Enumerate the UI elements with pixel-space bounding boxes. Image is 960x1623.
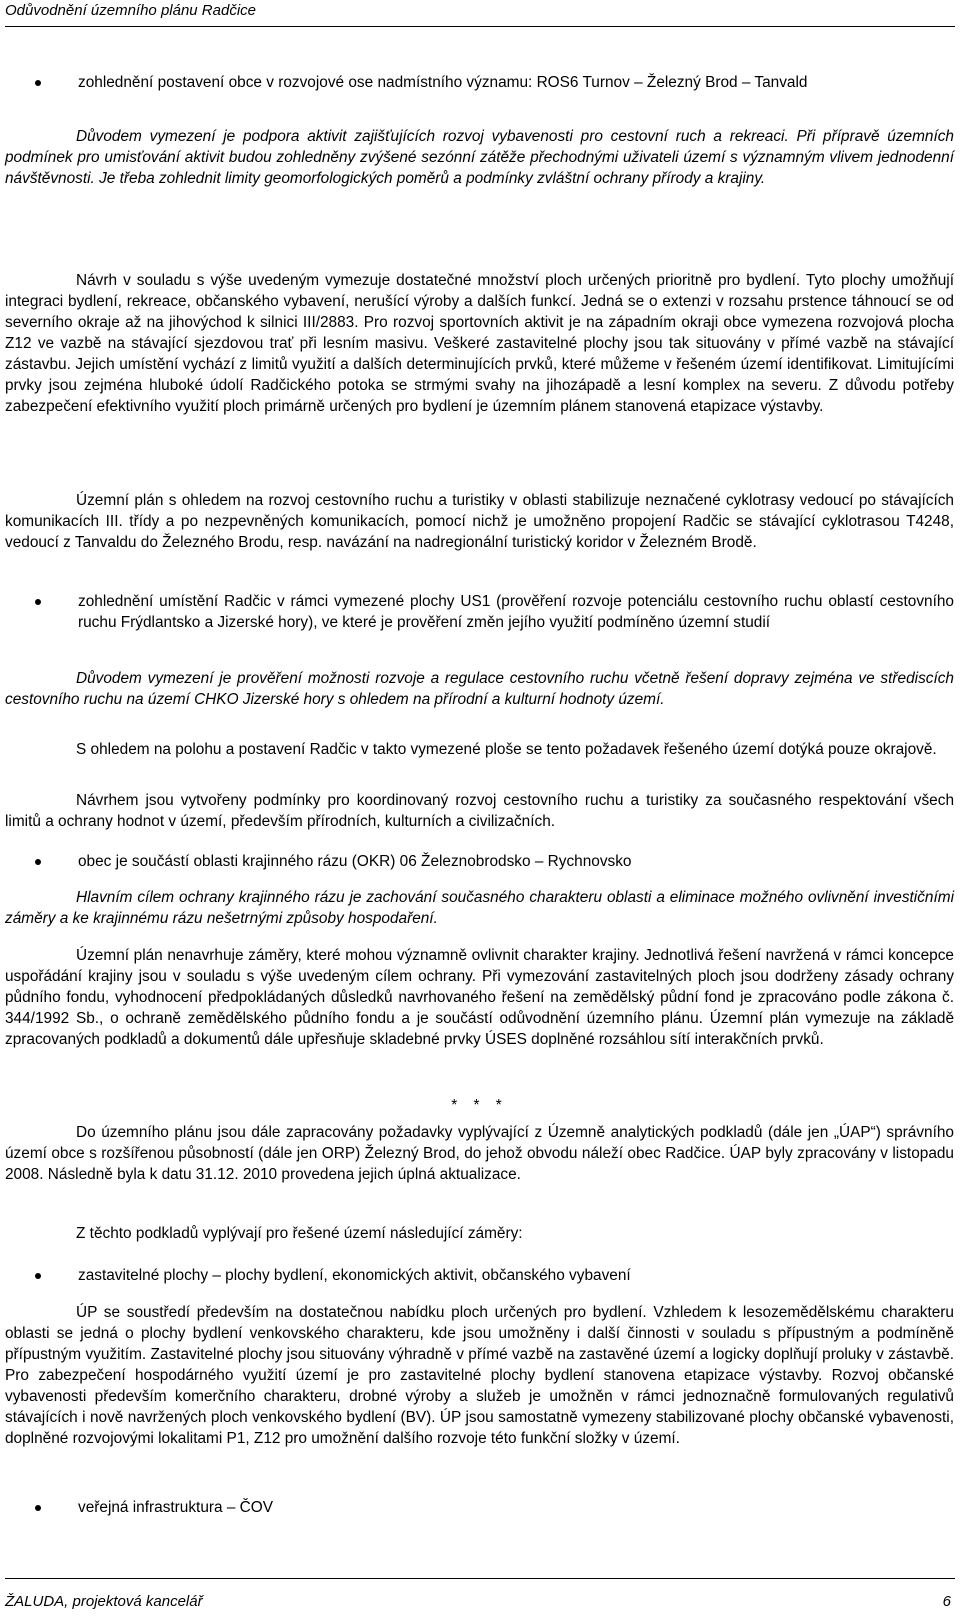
paragraph: Z těchto podkladů vyplývají pro řešené území následující záměry:	[76, 1225, 523, 1242]
italic-paragraph: Důvodem vymezení je prověření možnosti rozvoje a regulace cestovního ruchu včetně řešení dopravy zejména ve střediscích cestovního ruchu na území CHKO Jizerské hory s ohledem na přírodní a kulturní hodnoty území.	[5, 670, 954, 708]
section-separator: * * *	[451, 1097, 508, 1114]
bullet-icon	[5, 72, 78, 93]
bullet-icon	[5, 1497, 78, 1518]
bullet-text: zohlednění umístění Radčic v rámci vymezené plochy US1 (prověření rozvoje potenciálu cestovního ruchu oblastí cestovního ruchu Frýdlantsko a Jizerské hory), ve které je prověření změn jejího využití podmíněno územní studií	[78, 593, 954, 631]
bullet-text: zohlednění postavení obce v rozvojové ose nadmístního významu: ROS6 Turnov – Železný Brod – Tanvald	[78, 74, 808, 91]
paragraph: Do územního plánu jsou dále zapracovány požadavky vyplývající z Územně analytických podkladů (dále jen „ÚAP“) správního území obce s rozšířenou působností (dále jen ORP) Železný Brod, do jehož obvodu náleží obec Radčice. ÚAP byly zpracovány v listopadu 2008. Následně byla k datu 31.12. 2010 provedena jejich úplná aktualizace.	[5, 1124, 954, 1183]
bullet-icon	[5, 591, 78, 633]
bullet-item	[5, 591, 954, 633]
paragraph: ÚP se soustředí především na dostatečnou nabídku ploch určených pro bydlení. Vzhledem k lesozemědělskému charakteru oblasti se jedná o plochy bydlení venkovského charakteru, kde jsou umožněny i další činnosti v souladu s přípustným a podmíněně přípustným využitím. Zastavitelné plochy jsou situovány výhradně v přímé vazbě na zastavěné území a logicky doplňují proluky v zástavbě. Pro zabezpečení hospodárného využití území je pro zastavitelné plochy bydlení stanovena etapizace výstavby. Rozvoj občanské vybavenosti především komerčního charakteru, drobné výroby a služeb je umožněn v rámci jednoznačně formulovaných regulativů stávajících i nově navržených ploch venkovského bydlení (BV). ÚP jsou samostatně vymezeny stabilizované plochy občanské vybavenosti, doplněné rozvojovými lokalitami P1, Z12 pro umožnění dalšího rozvoje této funkční složky v území.	[5, 1304, 954, 1447]
bullet-item	[5, 1497, 954, 1518]
bullet-icon	[5, 1265, 78, 1286]
paragraph: Návrhem jsou vytvořeny podmínky pro koordinovaný rozvoj cestovního ruchu a turistiky za současného respektování všech limitů a ochrany hodnot v území, především přírodních, kulturních a civilizačních.	[5, 792, 954, 830]
header-title: Odůvodnění územního plánu Radčice	[5, 2, 257, 19]
bullet-text: obec je součástí oblasti krajinného rázu (OKR) 06 Železnobrodsko – Rychnovsko	[78, 853, 632, 870]
paragraph: Územní plán s ohledem na rozvoj cestovního ruchu a turistiky v oblasti stabilizuje neznačené cyklotrasy vedoucí po stávajících komunikacích III. třídy a po nezpevněných komunikacích, pomocí nichž je umožněno propojení Radčic se stávající cyklotrasou T4248, vedoucí z Tanvaldu do Železného Brodu, resp. navázání na nadregionální turistický koridor v Železném Brodě.	[5, 492, 954, 551]
bullet-item	[5, 72, 954, 93]
bullet-text: zastavitelné plochy – plochy bydlení, ekonomických aktivit, občanského vybavení	[78, 1267, 631, 1284]
italic-paragraph: Důvodem vymezení je podpora aktivit zajišťujících rozvoj vybavenosti pro cestovní ruch a rekreaci. Při přípravě územních podmínek pro umisťování aktivit budou zohledněny zvýšené sezónní zátěže přechodnými uživateli území s významným vlivem jednodenní návštěvnosti. Je třeba zohlednit limity geomorfologických poměrů a podmínky zvláštní ochrany přírody a krajiny.	[5, 128, 954, 187]
footer-company: ŽALUDA, projektová kancelář	[5, 1593, 203, 1610]
paragraph: Územní plán nenavrhuje záměry, které mohou významně ovlivnit charakter krajiny. Jednotlivá řešení navržená v rámci koncepce uspořádání krajiny jsou v souladu s výše uvedeným cílem ochrany. Při vymezování zastavitelných ploch jsou dodrženy zásady ochrany půdního fondu, vyhodnocení předpokládaných důsledků navrhovaného řešení na zemědělský půdní fond je zpracováno podle zákona č. 344/1992 Sb., o ochraně zemědělského půdního fondu a je součástí odůvodnění územního plánu. Územní plán vymezuje na základě zpracovaných podkladů a dokumentů dále upřesňuje skladebné prvky ÚSES doplněné rozsáhlou sítí interakčních prvků.	[5, 947, 954, 1048]
paragraph: S ohledem na polohu a postavení Radčic v takto vymezené ploše se tento požadavek řešeného území dotýká pouze okrajově.	[76, 741, 937, 758]
italic-paragraph: Hlavním cílem ochrany krajinného rázu je zachování současného charakteru oblasti a eliminace možného ovlivnění investičními záměry a ke krajinnému rázu nešetrnými způsoby hospodaření.	[5, 889, 954, 927]
bullet-item	[5, 1265, 954, 1286]
page-header	[5, 0, 955, 27]
bullet-text: veřejná infrastruktura – ČOV	[78, 1499, 274, 1516]
page-footer	[5, 1578, 955, 1623]
paragraph: Návrh v souladu s výše uvedeným vymezuje dostatečné množství ploch určených prioritně pro bydlení. Tyto plochy umožňují integraci bydlení, rekreace, občanského vybavení, nerušící výroby a dalších funkcí. Jedná se o extenzi v rozsahu prstence táhnoucí se od severního okraje až na jihovýchod k silnici III/2883. Pro rozvoj sportovních aktivit je na západním okraji obce vymezena rozvojová plocha Z12 ve vazbě na stávající sjezdovou trať při lesním masivu. Veškeré zastavitelné plochy jsou tak situovány v přímé vazbě na stávající zástavbu. Jejich umístění vychází z limitů využití a dalších determinujících prvků, které můžeme v řešeném území identifikovat. Limitujícími prvky jsou zejména hluboké údolí Radčického potoka se strmými svahy na jihozápadě a lesní komplex na severu. Z důvodu potřeby zabezpečení efektivního využití ploch primárně určených pro bydlení je územním plánem stanovená etapizace výstavby.	[5, 272, 954, 415]
page-number: 6	[942, 1593, 951, 1610]
bullet-icon	[5, 851, 78, 872]
bullet-item	[5, 851, 954, 872]
